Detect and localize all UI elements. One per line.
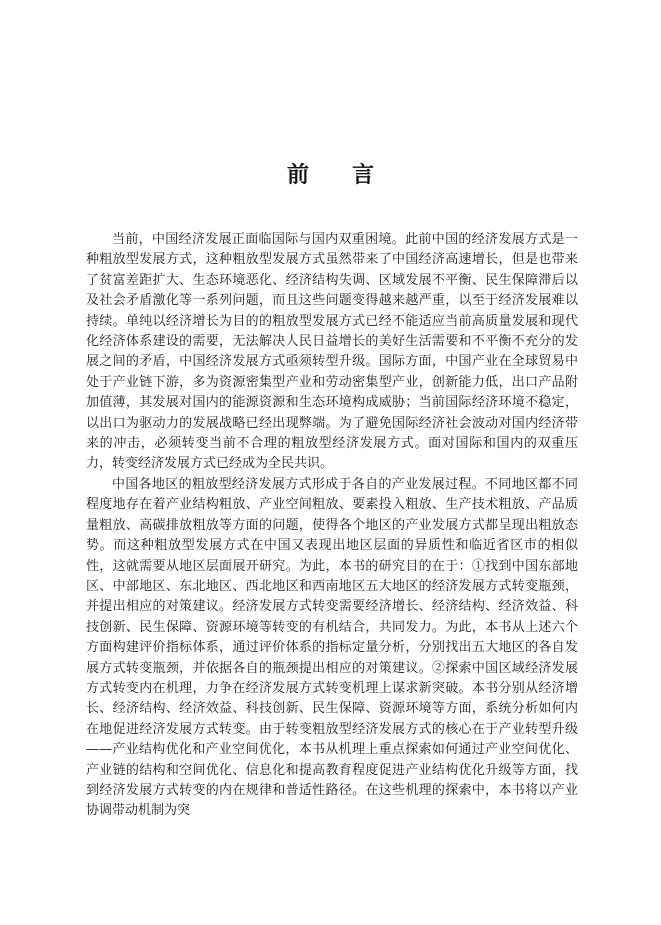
paragraph-2: 中国各地区的粗放型经济发展方式形成于各自的产业发展过程。不同地区都不同程度地存在着产业结构粗放、产业空间粗放、要素投入粗放、生产技术粗放、产品质量粗放、高碳排放粗放等方面的问题，使得各个地区的产业发展方式都呈现出粗放态势。而这种粗放型发展方式在中国又表现出地区层面的异质性和临近省区市的相似性，这就需要从地区层面展开研究。为此，本书的研究目的在于：①找到中国东部地区、中部地区、东北地区、西北地区和西南地区五大地区的经济发展方式转变瓶颈，并提出相应的对策建议。经济发展方式转变需要经济增长、经济结构、经济效益、科技创新、民生保障、资源环境等转变的有机结合，共同发力。为此，本书从上述六个方面构建评价指标体系，通过评价体系的指标定量分析，分别找出五大地区的各自发展方式转变瓶颈，并依据各自的瓶颈提出相应的对策建议。②探索中国区域经济发展方式转变内在机理，力争在经济发展方式转变机理上谋求新突破。本书分别从经济增长、经济结构、经济效益、科技创新、民生保障、资源环境等方面，系统分析如何内在地促进经济发展方式转变。由于转变粗放型经济发展方式的核心在于产业转型升级——产业结构优化和产业空间优化，本书从机理上重点探索如何通过产业空间优化、产业链的结构和空间优化、信息化和提高教育程度促进产业结构优化升级等方面，找到经济发展方式转变的内在规律和普适性路径。在这些机理的探索中，本书将以产业协调带动机制为突 bbox=[86, 476, 578, 819]
title-char-2: 言 bbox=[352, 162, 375, 188]
paragraph-1: 当前，中国经济发展正面临国际与国内双重困境。此前中国的经济发展方式是一种粗放型发展方式，这种粗放型发展方式虽然带来了中国经济高速增长，但是也带来了贫富差距扩大、生态环境恶化、经济结构失调、区域发展不平衡、民生保障滞后以及社会矛盾激化等一系列问题，而且这些问题变得越来越严重，以至于经济发展难以持续。单纯以经济增长为目的的粗放型发展方式已经不能适应当前高质量发展和现代化经济体系建设的需要，无法解决人民日益增长的美好生活需要和不平衡不充分的发展之间的矛盾，中国经济发展方式亟须转型升级。国际方面，中国产业在全球贸易中处于产业链下游，多为资源密集型产业和劳动密集型产业，创新能力低，出口产品附加值薄，其发展对国内的能源资源和生态环境构成威胁；当前国际经济环境不稳定，以出口为驱动力的发展战略已经出现弊端。为了避免国际经济社会波动对国内经济带来的冲击，必须转变当前不合理的粗放型经济发展方式。面对国际和国内的双重压力，转变经济发展方式已经成为全民共识。 bbox=[86, 232, 578, 472]
body-text bbox=[86, 230, 578, 822]
title-char-1: 前 bbox=[287, 162, 310, 188]
page-title bbox=[0, 158, 661, 190]
